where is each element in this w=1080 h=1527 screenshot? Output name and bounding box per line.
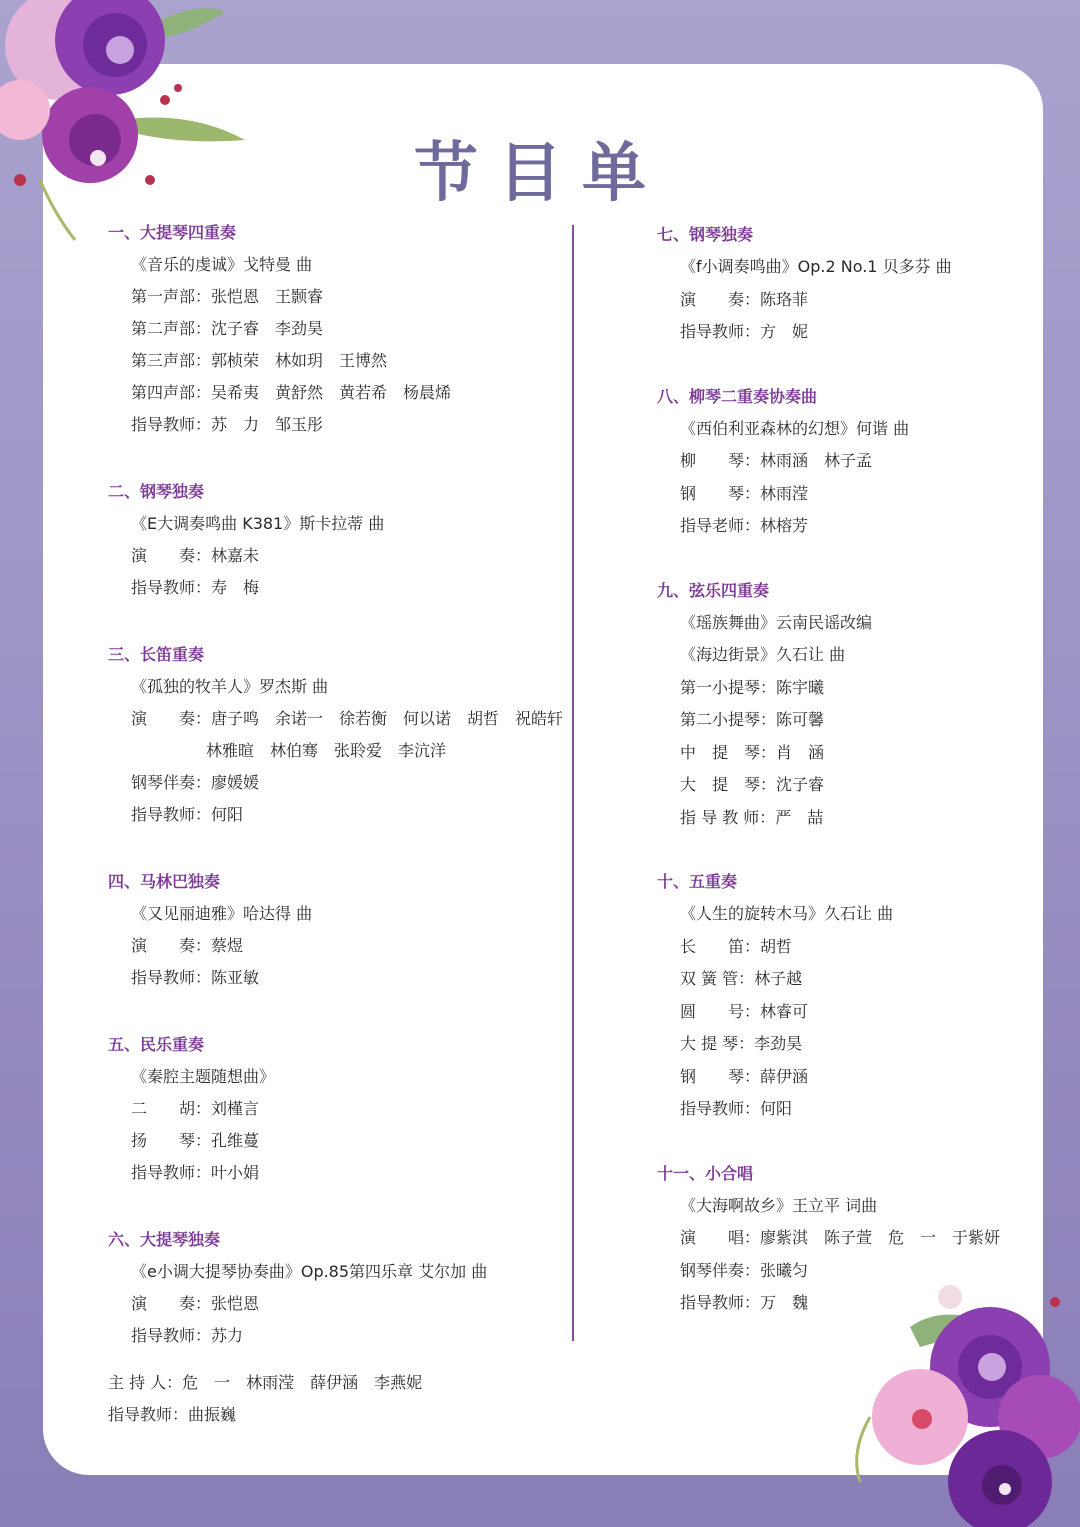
program-section-1 xyxy=(108,217,563,441)
program-line: 指导教师：寿 梅 xyxy=(131,578,260,597)
program-line: 《瑶族舞曲》云南民谣改编 xyxy=(680,612,873,632)
program-line: 演 奏：林嘉未 xyxy=(131,546,260,565)
program-section-7 xyxy=(657,218,1000,349)
section-heading: 七、钢琴独奏 xyxy=(657,225,754,244)
program-line: 指导教师：苏 力 邹玉彤 xyxy=(131,415,324,434)
program-line: 二 胡：刘槿言 xyxy=(131,1099,260,1118)
section-heading: 三、长笛重奏 xyxy=(108,645,205,664)
program-section-11 xyxy=(657,1157,1000,1320)
program-line: 圆 号：林睿可 xyxy=(680,1001,809,1021)
program-section-2 xyxy=(108,476,563,604)
program-section-3 xyxy=(108,639,563,831)
program-line: 《又见丽迪雅》哈达得 曲 xyxy=(131,904,313,923)
section-heading: 九、弦乐四重奏 xyxy=(657,580,770,600)
program-line: 扬 琴：孔维蔓 xyxy=(131,1131,260,1150)
page-title: 节目单 xyxy=(414,136,666,211)
program-line: 《人生的旋转木马》久石让 曲 xyxy=(680,904,894,923)
program-line: 钢 琴：林雨滢 xyxy=(680,483,809,503)
section-heading: 十一、小合唱 xyxy=(657,1163,754,1183)
section-heading: 一、大提琴四重奏 xyxy=(108,223,237,242)
program-line: 钢琴伴奏：廖媛媛 xyxy=(131,773,260,792)
program-line: 大 提 琴：李劲昊 xyxy=(680,1034,803,1053)
program-section-10 xyxy=(657,865,1000,1126)
program-line: 指导老师：林榕芳 xyxy=(680,516,809,535)
host-info xyxy=(108,1367,422,1431)
program-line: 钢琴伴奏：张曦匀 xyxy=(680,1260,809,1280)
program-line: 演 奏：张恺恩 xyxy=(131,1294,260,1313)
program-line: 指导教师：万 魏 xyxy=(680,1293,809,1312)
program-line: 演 奏：蔡煜 xyxy=(131,936,244,955)
program-line: 指导教师：方 妮 xyxy=(680,322,809,341)
program-line: 第二小提琴：陈可馨 xyxy=(680,710,825,729)
program-line: 演 唱：廖紫淇 陈子萱 危 一 于紫妍 xyxy=(680,1228,1001,1247)
program-line: 指 导 教 师：严 喆 xyxy=(680,807,824,827)
host-line: 主 持 人：危 一 林雨滢 薛伊涵 李燕妮 xyxy=(108,1373,423,1392)
program-section-4 xyxy=(108,866,563,994)
left-column xyxy=(108,217,563,1387)
right-column xyxy=(657,218,1000,1351)
program-section-9 xyxy=(657,574,1000,835)
program-line: 演 奏：陈珞菲 xyxy=(680,289,809,309)
program-line: 《e小调大提琴协奏曲》Op.85第四乐章 艾尔加 曲 xyxy=(131,1262,488,1281)
program-line: 演 奏：唐子鸣 余诺一 徐若衡 何以诺 胡哲 祝皓轩 xyxy=(131,709,564,728)
program-line: 长 笛：胡哲 xyxy=(680,936,793,956)
program-line: 第一声部：张恺恩 王颢睿 xyxy=(131,287,324,306)
section-heading: 六、大提琴独奏 xyxy=(108,1230,221,1249)
program-line: 指导教师：叶小娟 xyxy=(131,1163,260,1182)
program-section-8 xyxy=(657,380,1000,543)
program-section-6 xyxy=(108,1224,563,1352)
program-line: 双 簧 管：林子越 xyxy=(680,969,803,988)
program-line-continuation: 林雅暄 林伯骞 张聆爱 李沆洋 xyxy=(206,741,447,760)
section-heading: 八、柳琴二重奏协奏曲 xyxy=(657,386,818,406)
program-line: 第一小提琴：陈宇曦 xyxy=(680,677,825,697)
section-heading: 五、民乐重奏 xyxy=(108,1035,205,1054)
program-line: 《音乐的虔诚》戈特曼 曲 xyxy=(131,255,313,274)
program-line: 中 提 琴：肖 涵 xyxy=(680,742,825,762)
program-line: 《E大调奏鸣曲 K381》斯卡拉蒂 曲 xyxy=(131,514,385,533)
host-teacher-line: 指导教师：曲振巍 xyxy=(108,1405,237,1424)
program-line: 第二声部：沈子睿 李劲昊 xyxy=(131,319,324,338)
program-line: 大 提 琴：沈子睿 xyxy=(680,775,825,794)
program-line: 指导教师：何阳 xyxy=(131,805,244,824)
program-line: 钢 琴：薛伊涵 xyxy=(680,1066,809,1086)
program-line: 《西伯利亚森林的幻想》何谐 曲 xyxy=(680,418,910,438)
program-line: 指导教师：苏力 xyxy=(131,1326,244,1345)
section-heading: 十、五重奏 xyxy=(657,872,738,891)
program-section-5 xyxy=(108,1029,563,1189)
program-line: 指导教师：何阳 xyxy=(680,1099,793,1118)
column-divider xyxy=(572,225,574,1341)
program-line: 柳 琴：林雨涵 林子孟 xyxy=(680,451,873,470)
program-line: 指导教师：陈亚敏 xyxy=(131,968,260,987)
program-line: 《海边街景》久石让 曲 xyxy=(680,645,846,664)
program-line: 《大海啊故乡》王立平 词曲 xyxy=(680,1195,878,1215)
program-line: 《孤独的牧羊人》罗杰斯 曲 xyxy=(131,677,329,696)
program-line: 第四声部：吴希夷 黄舒然 黄若希 杨晨烯 xyxy=(131,383,452,402)
program-line: 第三声部：郭桢荣 林如玥 王博然 xyxy=(131,351,388,370)
program-line: 《秦腔主题随想曲》 xyxy=(131,1067,276,1086)
program-line: 《f小调奏鸣曲》Op.2 No.1 贝多芬 曲 xyxy=(680,257,952,276)
section-heading: 二、钢琴独奏 xyxy=(108,482,205,501)
section-heading: 四、马林巴独奏 xyxy=(108,872,221,891)
